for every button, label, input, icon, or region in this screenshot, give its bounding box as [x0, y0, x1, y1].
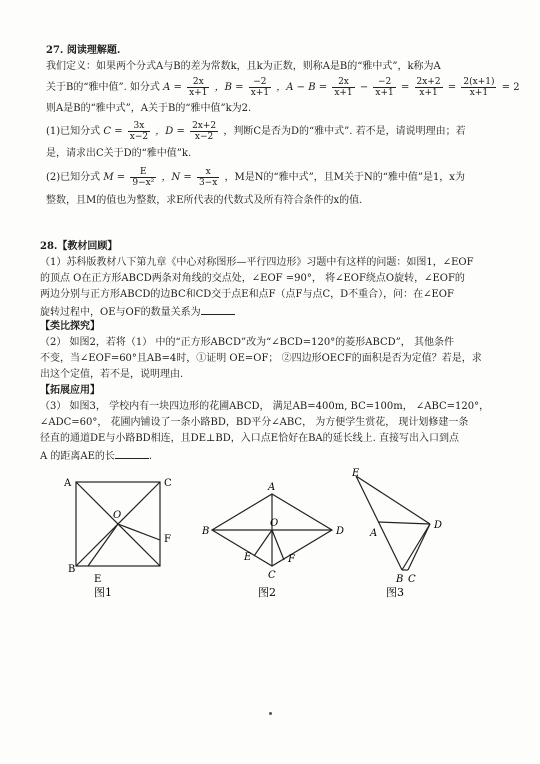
- frac-4: $\frac{2(x+1)}{x+1}$: [463, 77, 495, 98]
- q27-A-label: A =: [163, 82, 182, 93]
- fig3-label-b: B: [396, 574, 404, 585]
- q27-part2: [46, 164, 496, 192]
- q28-line5: （2） 如图2，若将（1） 中的“正方形ABCD”改为“∠BCD=120°的菱形ABCD”， 其他条件: [40, 337, 454, 348]
- q27-part1: [46, 118, 496, 146]
- fig3-label-e: E: [352, 468, 360, 479]
- q28-line10: 径直的通道DE与小路BD相连，且DE⊥BD，入口点E恰好在BA的延长线上. 直接写出入口到点: [40, 433, 459, 444]
- q28-heading2: 【类比探究】: [40, 321, 100, 332]
- page-mark: [269, 712, 272, 715]
- q28-line7: 出这个定值，若不是，说明理由.: [40, 369, 184, 380]
- fig1-label-b: B: [68, 564, 76, 575]
- fig3-label-d: D: [434, 520, 443, 531]
- q27-D-label: ，D =: [155, 126, 185, 137]
- fig2-label-o: O: [270, 518, 279, 529]
- q28-line2: 的顶点 O在正方形ABCD两条对角线的交点处，∠EOF =90°， 将∠EOF绕点O旋转，∠EOF的: [40, 273, 465, 284]
- minus-sign: −: [359, 82, 369, 93]
- q28-line11: A 的距离AE的长 .: [40, 448, 490, 464]
- fig2-label-a: A: [268, 482, 276, 493]
- figure-2: [200, 480, 350, 610]
- q27-line1: 我们定义：如果两个分式A与B的差为常数k，且k为正数，则称A是B的“雅中式”，k称为A: [46, 61, 441, 72]
- answer-blank-2[interactable]: [115, 448, 149, 459]
- fig2-label-e: E: [244, 552, 252, 563]
- q27-part1-cont: 是，请求出C关于D的“雅中值”k.: [46, 148, 192, 159]
- q27-part2-cont: 整数，且M的值也为整数，求E所代表的代数式及所有符合条件的x的值.: [46, 195, 363, 206]
- fig3-label-c: C: [408, 574, 416, 585]
- fig2-caption: 图2: [258, 586, 276, 599]
- q27-line2-text: 关于B的“雅中值”. 如分式: [46, 82, 160, 93]
- answer-blank-1[interactable]: [201, 304, 235, 315]
- fig2-label-b: B: [202, 526, 210, 537]
- q28-title: 28.【教材回顾】: [40, 241, 118, 252]
- result-2: = 2: [501, 82, 520, 93]
- fig2-ray-oe: [254, 530, 272, 556]
- q27-B-label: ，B =: [214, 82, 244, 93]
- frac-2: $\frac{-2}{x+1}$: [375, 77, 394, 98]
- figure-3: [340, 466, 460, 606]
- q28-line6: 不变，当∠EOF=60°且AB=4时，①证明 OE=OF； ②四边形OECF的面积是否为定值？若是，求: [40, 353, 482, 364]
- fig1-ray-oe: [88, 524, 118, 566]
- frac-C: $\frac{3x}{x-2}$: [129, 121, 149, 142]
- fig1-ray-of: [118, 524, 160, 540]
- q27-line3: 则A是B的“雅中式”，A关于B的“雅中值”k为2.: [46, 103, 252, 114]
- q28-line3: 两边分别与正方形ABCD的边BC和CD交于点E和点F（点F与点C，D不重合），问：在∠EOF: [40, 289, 454, 300]
- fig2-ray-of: [272, 530, 284, 560]
- frac-A: $\frac{2x}{x+1}$: [189, 77, 208, 98]
- fig2-label-d: D: [336, 526, 345, 537]
- q28-line4: [40, 304, 490, 320]
- fig2-label-f: F: [288, 554, 295, 565]
- q27-p2-text: (2)已知分式: [46, 172, 101, 183]
- q27-N-label: ，N =: [161, 172, 192, 183]
- q27-AB-label: ，A − B =: [276, 82, 328, 93]
- fig1-label-a: A: [64, 478, 72, 489]
- frac-1: $\frac{2x}{x+1}$: [334, 77, 353, 98]
- q28-heading3: 【拓展应用】: [40, 385, 100, 396]
- equals-sign: =: [400, 82, 410, 93]
- fig1-label-f: F: [164, 534, 171, 545]
- fig3-line-cd: [408, 524, 430, 570]
- q28-line11-text: A 的距离AE的长: [40, 451, 115, 462]
- q27-line2: [46, 74, 520, 102]
- fig1-label-o: O: [113, 510, 122, 521]
- frac-3: $\frac{2x+2}{x+1}$: [416, 77, 441, 98]
- frac-N: $\frac{x}{3-x}$: [198, 167, 218, 188]
- fig2-label-c: C: [268, 570, 276, 581]
- fig1-label-e: E: [94, 574, 102, 585]
- q28-line4-text: 旋转过程中，OE与OF的数量关系为: [40, 307, 201, 318]
- fig1-label-c: C: [164, 478, 172, 489]
- frac-M: $\frac{E}{\text{9−x²}}$: [132, 167, 155, 188]
- equals-sign-2: =: [447, 82, 457, 93]
- fig3-label-a: A: [370, 528, 378, 539]
- q28-line1: （1）苏科版教材八下第九章《中心对称图形—平行四边形》习题中有这样的问题：如图1，∠EOF: [40, 257, 474, 268]
- frac-D: $\frac{2x+2}{x-2}$: [192, 121, 217, 142]
- q27-M-label: M =: [103, 172, 126, 183]
- q28-line8: （3） 如图3， 学校内有一块四边形的花圃ABCD， 满足AB=400m, BC=100m， ∠ABC=120°，: [40, 401, 490, 412]
- q27-p2-text2: ，M是N的“雅中式”，且M关于N的“雅中值”是1，x为: [224, 172, 465, 183]
- figure-1: [58, 476, 188, 606]
- q27-C-label: C =: [103, 126, 123, 137]
- fig1-caption: 图1: [94, 586, 112, 599]
- q27-p1-text2: ，判断C是否为D的“雅中式”. 若不是，请说明理由；若: [223, 126, 466, 137]
- fig3-line-bd: [402, 524, 430, 570]
- q27-title: 27. 阅读理解题.: [46, 45, 121, 56]
- frac-B: $\frac{-2}{x+1}$: [250, 77, 270, 98]
- fig3-caption: 图3: [386, 586, 404, 599]
- fig3-line-ad: [378, 522, 430, 524]
- q28-line9: ∠ADC=60°， 花圃内铺设了一条小路BD，BD平分∠ABC， 为方便学生赏花， 现计划修建一条: [40, 417, 469, 428]
- q27-p1-text: (1)已知分式: [46, 126, 101, 137]
